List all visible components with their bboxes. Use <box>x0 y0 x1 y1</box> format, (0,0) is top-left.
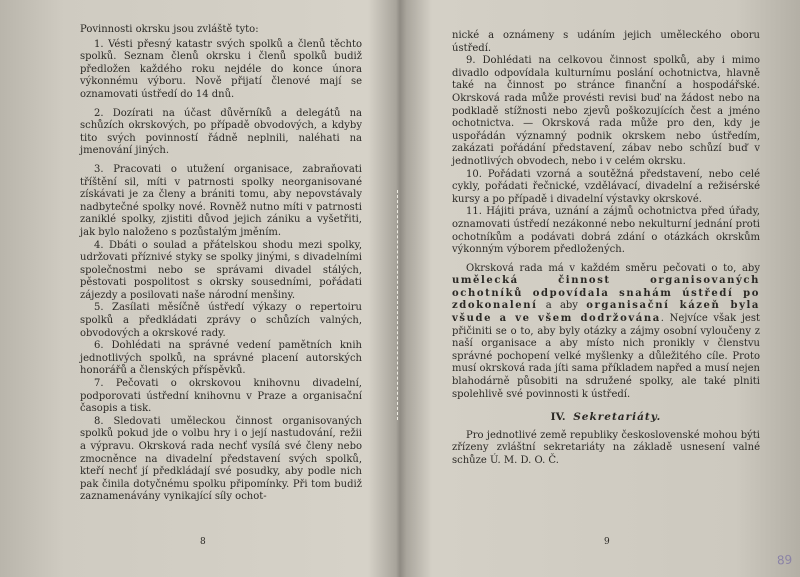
continued-text: nické a oznámeny s udáním jejich uměleckého oboru ústředí. <box>452 30 760 54</box>
handwritten-number: 89 <box>776 552 793 568</box>
left-page <box>0 0 396 577</box>
closing-text: . Nejvíce však jest přičiniti se o to, aby byly otázky a zájmy osobní vyloučeny z naší organisace a aby místo nich pronikly v členstvu správné pochopení velké myšlenky a důležitého cíle. Proto musí okrsková rada jíti sama příkladem napřed a musí nejen blahodárně působiti na sdružené spolky, ale také plniti spolehlivě své povinnosti k ústředí. <box>452 313 760 400</box>
list-item: 6. Dohlédati na správné vedení pamětních knih jednotlivých spolků, na správné placení autorských honorářů a členských příspěvků. <box>80 340 362 377</box>
list-item: 2. Dozírati na účast důvěrníků a delegátů na schůzích okrskových, po případě obvodových, a kdyby tito svých povinností řádně neplnili, naléhati na jmenování jiných. <box>80 107 362 157</box>
page-number: 9 <box>604 537 610 547</box>
spaced-emphasis: umělecká činnost organisovaných ochotníků odpovídala snahám ústředí po zdokonalení <box>452 275 760 312</box>
closing-text: Okrsková rada má v každém směru pečovati o to, aby <box>466 262 760 274</box>
list-item: 5. Zasílati měsíčně ústředí výkazy o repertoiru spolků a předkládati zprávy o schůzích valných, obvodových a okrskové rady. <box>80 302 362 339</box>
section-title: Sekretariáty. <box>573 411 662 424</box>
closing-text: a aby <box>537 300 587 312</box>
closing-paragraph <box>452 263 760 402</box>
binding-stitch <box>397 190 402 420</box>
list-item: 3. Pracovati o utužení organisace, zabraňovati tříštění sil, míti v patrnosti spolky neorganisované získávati je za členy a brániti tomu, aby nepovstávaly nadbytečné spolky nové. Rovněž nutno míti v patrnosti zaniklé spolky, zjistiti důvod jejich zániku a vyšetřiti, jak bylo naloženo s pozůstalým jměním. <box>80 163 362 238</box>
list-item: 11. Hájiti práva, uznání a zájmů ochotnictva před úřady, oznamovati ústředí nezákonné nebo nekulturní jednání proti ochotníkům a podávati dobrá zdání o otázkách okrskům výkonným výborem předložených. <box>452 206 760 256</box>
list-item: 7. Pečovati o okrskovou knihovnu divadelní, podporovati ústřední knihovnu v Praze a organisační časopis a tisk. <box>80 378 362 415</box>
list-item: 10. Pořádati vzorná a soutěžná představení, nebo celé cykly, pořádati řečnické, vzdělávací, divadelní a režisérské kursy a po případě i divadelní výstavky okrskové. <box>452 168 760 205</box>
list-item: 9. Dohlédati na celkovou činnost spolků, aby i mimo divadlo odpovídala kulturnímu poslání ochotnictva, hlavně také na činnost po stránce finanční a hospodářské. Okrsková rada může provésti revisi buď na žádost nebo na podkladě stížnosti nebo zjevů poškozujících čest a jméno ochotnictva. — Okrsková rada může pro den, kdy je uspořádán významný podnik okrskem nebo ústředím, zakázati pořádání představení, zábav nebo schůzí buď v jednotlivých obvodech, nebo i v celém okrsku. <box>452 55 760 167</box>
intro-heading: Povinnosti okrsku jsou zvláště tyto: <box>80 24 259 35</box>
section-paragraph: Pro jednotlivé země republiky československé mohou býti zřízeny zvláštní sekretariáty na základě usnesení valné schůze Ú. M. D. O. Č. <box>452 429 760 466</box>
list-item: 4. Dbáti o soulad a přátelskou shodu mezi spolky, udržovati příznivé styky se spolky jinými, s divadelními společnostmi nebo se správami divadel stálých, pěstovati pospolitost s okrsky sousedními, pořádati zájezdy a posilovati naše národní menšiny. <box>80 239 362 301</box>
list-item: 1. Vésti přesný katastr svých spolků a členů těchto spolků. Seznam členů okrsku i členů spolků budiž předložen každého roku nejdéle do konce února výkonnému výboru. Nově přijatí členové mají se oznamovati ústředí do 14 dnů. <box>80 38 362 100</box>
page-number: 8 <box>200 537 206 547</box>
section-number: IV. <box>550 411 566 424</box>
section-heading <box>452 411 760 424</box>
left-page-text <box>80 24 362 504</box>
right-page <box>404 0 800 577</box>
spaced-emphasis: organisační kázeň byla všude a ve všem dodržována <box>452 300 760 325</box>
right-page-text <box>452 30 760 468</box>
list-item: 8. Sledovati uměleckou činnost organisovaných spolků pokud jde o volbu hry i o její nastudování, režii a výpravu. Okrsková rada nechť vysílá své členy nebo zmocněnce na divadelní představení svých spolků, kteří nechť jí předkládají své posudky, aby podle nich pak činila dotyčnému spolku připomínky. Při tom budiž zaznamenávány vynikající síly ochot- <box>80 415 362 503</box>
